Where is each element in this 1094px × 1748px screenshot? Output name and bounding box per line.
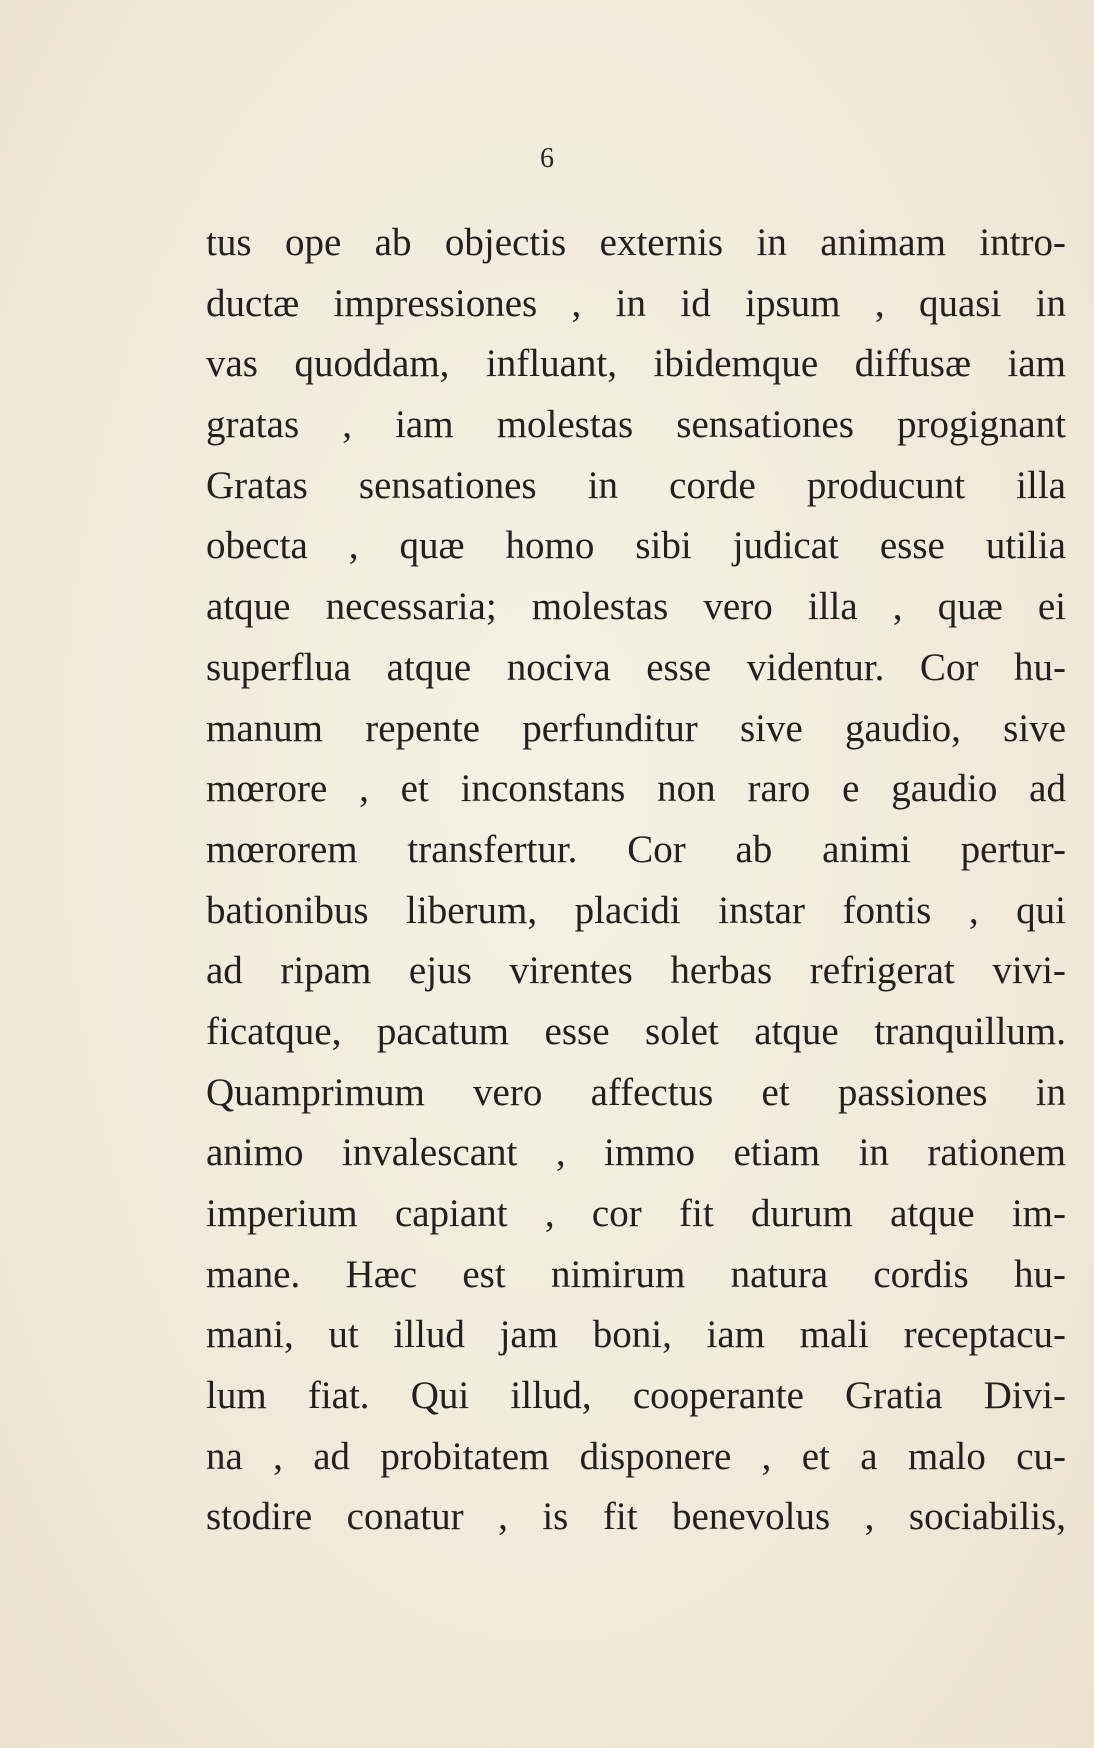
text-line: manum repente perfunditur sive gaudio, sive (206, 706, 1066, 750)
text-line: tus ope ab objectis externis in animam intro- (206, 221, 1066, 264)
text-line: superflua atque nociva esse videntur. Cor hu- (206, 645, 1066, 689)
page-number: 6 (540, 143, 554, 174)
text-line: ficatque, pacatum esse solet atque tranquillum. (206, 1009, 1066, 1053)
text-line: gratas , iam molestas sensationes progignant (206, 403, 1066, 447)
text-line: obecta , quæ homo sibi judicat esse utilia (206, 524, 1066, 568)
text-line: stodire conatur , is fit benevolus , sociabilis, (206, 1495, 1066, 1539)
text-line: ductæ impressiones , in id ipsum , quasi in (206, 281, 1066, 325)
text-line: mœrore , et inconstans non raro e gaudio ad (206, 767, 1066, 811)
text-line: animo invalescant , immo etiam in rationem (206, 1131, 1066, 1175)
text-line: vas quoddam, influant, ibidemque diffusæ iam (206, 342, 1066, 386)
body-text (206, 213, 1066, 1548)
text-line: imperium capiant , cor fit durum atque im- (206, 1192, 1066, 1235)
text-line: lum fiat. Qui illud, cooperante Gratia Divi- (206, 1374, 1066, 1418)
text-line: ad ripam ejus virentes herbas refrigerat vivi- (206, 949, 1066, 993)
text-line: atque necessaria; molestas vero illa , quæ ei (206, 585, 1066, 629)
text-line: bationibus liberum, placidi instar fontis , qui (206, 888, 1066, 932)
text-line: na , ad probitatem disponere , et a malo cu- (206, 1434, 1066, 1478)
text-line: Gratas sensationes in corde producunt illa (206, 463, 1066, 507)
text-line: mane. Hæc est nimirum natura cordis hu- (206, 1252, 1066, 1296)
text-line: Quamprimum vero affectus et passiones in (206, 1070, 1066, 1114)
text-line: mani, ut illud jam boni, iam mali receptacu- (206, 1313, 1066, 1357)
text-line: mœrorem transfertur. Cor ab animi pertur- (206, 827, 1066, 871)
